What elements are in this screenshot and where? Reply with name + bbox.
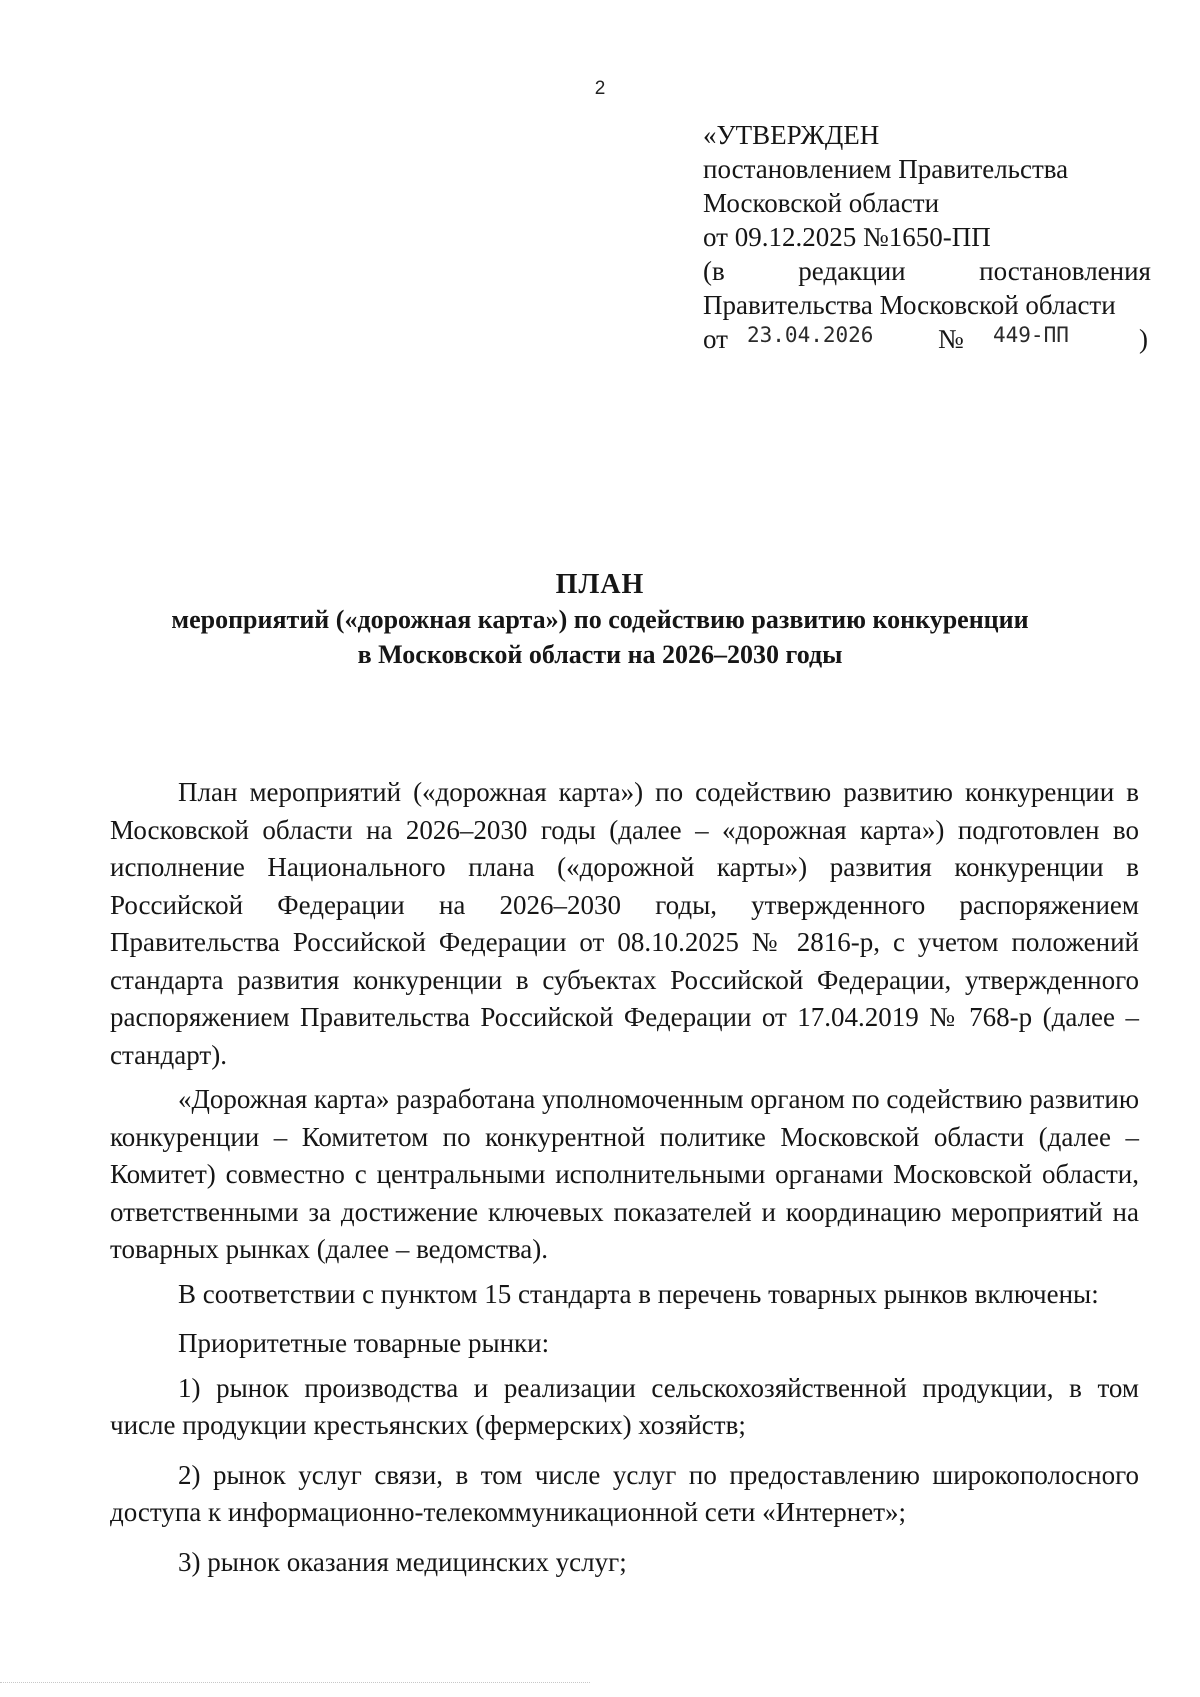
approval-line-amendment [703, 322, 1151, 356]
approval-line-edition [703, 254, 1151, 288]
close-paren: ) [1139, 324, 1148, 354]
paragraph-intro: План мероприятий («дорожная карта») по содействию развитию конкуренции в Московской области на 2026–2030 годы (далее – «дорожная карта») подготовлен во исполнение Национального плана («дорожной карты») развития конкуренции в Российской Федерации на 2026–2030 годы, утвержденного распоряжением Правительства Российской Федерации от 08.10.2025 № 2816-р, с учетом положений стандарта развития конкуренции в субъектах Российской Федерации, утвержденного распоряжением Правительства Российской Федерации от 17.04.2019 № 768-р (далее – стандарт). [110, 777, 1139, 1070]
edition-word-2: постановления [979, 256, 1151, 286]
edition-number: 449-ПП [993, 323, 1069, 347]
list-item: 2) рынок услуг связи, в том числе услуг по предоставлению широкополосного доступа к информационно-телекоммуникационной сети «Интернет»; [110, 1459, 1139, 1527]
paragraph-developer: «Дорожная карта» разработана уполномоченным органом по содействию развитию конкуренции – Комитетом по конкурентной политике Московской области (далее – Комитет) совместно с центральными исполнительными органами Московской области, ответственными за достижение ключевых показателей и координацию мероприятий на товарных рынках (далее – ведомства). [110, 1084, 1139, 1264]
edition-date: 23.04.2026 [747, 323, 874, 347]
title-plan: ПЛАН [555, 569, 645, 600]
from-label: от [703, 324, 728, 354]
paragraph-priority-heading: Приоритетные товарные рынки: [178, 1328, 550, 1358]
scan-artifact-line [0, 1682, 590, 1684]
title-period: в Московской области на 2026–2030 годы [357, 640, 843, 669]
approval-line-date: от 09.12.2025 №1650-ПП [703, 222, 991, 252]
number-sign: № [938, 324, 964, 354]
page-number: 2 [594, 78, 606, 99]
document-body [110, 774, 1139, 1581]
approval-stamp [703, 118, 1151, 356]
approval-line-resolution: постановлением Правительства [703, 154, 1069, 184]
document-title [0, 567, 1200, 672]
approval-line-approved: «УТВЕРЖДЕН [703, 120, 880, 150]
list-item: 3) рынок оказания медицинских услуг; [178, 1546, 627, 1577]
list-item: 1) рынок производства и реализации сельскохозяйственной продукции, в том числе продукции крестьянских (фермерских) хозяйств; [110, 1372, 1139, 1440]
edition-word: редакции [798, 256, 906, 286]
paragraph-markets-list: В соответствии с пунктом 15 стандарта в перечень товарных рынков включены: [178, 1278, 1099, 1309]
approval-line-government: Правительства Московской области [703, 290, 1116, 320]
edition-open: (в [703, 256, 725, 286]
title-subject: мероприятий («дорожная карта») по содействию развитию конкуренции [171, 605, 1029, 634]
approval-line-region: Московской области [703, 188, 940, 218]
